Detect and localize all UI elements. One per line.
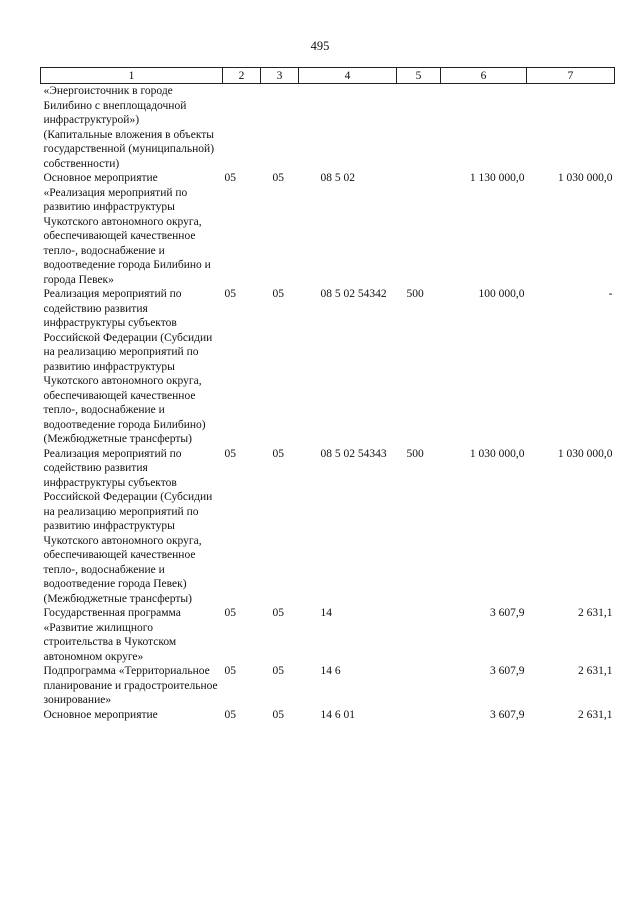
page-number: 495 bbox=[310, 39, 330, 53]
row-name: Основное мероприятие «Реализация мероприятий по развитию инфраструктуры Чукотского автономного округа, обеспечивающей качественное тепло-, водоснабжение и водоотведение города Билибино и города Певек» bbox=[43, 172, 211, 286]
row-section: 05 bbox=[224, 607, 236, 619]
column-header-5: 5 bbox=[397, 68, 441, 84]
row-subsection: 05 bbox=[272, 447, 284, 460]
row-amount-2: 2 631,1 bbox=[578, 665, 613, 677]
row-target-code: 14 6 01 bbox=[320, 708, 355, 721]
table-row bbox=[41, 128, 615, 172]
row-expense-type bbox=[397, 664, 441, 708]
budget-table bbox=[40, 67, 615, 722]
table-row bbox=[41, 664, 615, 708]
row-target-code bbox=[299, 84, 397, 128]
row-subsection: 05 bbox=[272, 607, 284, 619]
row-expense-type: 500 bbox=[406, 288, 424, 300]
table-row bbox=[41, 708, 615, 723]
row-name: «Энергоисточник в городе Билибино с внеплощадочной инфраструктурой») bbox=[43, 85, 187, 126]
column-header-4: 4 bbox=[299, 68, 397, 84]
row-amount-2 bbox=[527, 84, 615, 128]
row-amount-2: 2 631,1 bbox=[578, 708, 613, 721]
row-expense-type bbox=[397, 606, 441, 664]
row-subsection bbox=[261, 128, 299, 172]
row-name: Государственная программа «Развитие жилищного строительства в Чукотском автономном округе» bbox=[43, 607, 181, 663]
row-subsection: 05 bbox=[272, 708, 284, 721]
table-row bbox=[41, 447, 615, 607]
row-amount-1 bbox=[441, 84, 527, 128]
row-name: Реализация мероприятий по содействию развития инфраструктуры субъектов Российской Федерации (Субсидии на реализацию мероприятий по развитию инфраструктуры Чукотского автономного округа, обеспечивающей качественное тепло-, водоснабжение и водоотведение города Билибино) (Межбюджетные трансферты) bbox=[43, 288, 213, 445]
row-target-code: 14 6 bbox=[320, 665, 341, 677]
row-amount-1: 1 130 000,0 bbox=[469, 172, 525, 184]
row-amount-1: 3 607,9 bbox=[490, 665, 525, 677]
row-expense-type: 500 bbox=[406, 447, 424, 460]
row-name: Подпрограмма «Территориальное планирование и градостроительное зонирование» bbox=[43, 665, 218, 706]
column-header-2: 2 bbox=[223, 68, 261, 84]
row-subsection: 05 bbox=[272, 288, 284, 300]
row-section bbox=[223, 128, 261, 172]
row-amount-1 bbox=[441, 128, 527, 172]
row-amount-2: 1 030 000,0 bbox=[557, 447, 613, 460]
row-section bbox=[223, 84, 261, 128]
row-expense-type bbox=[397, 708, 441, 723]
row-amount-2: 2 631,1 bbox=[578, 607, 613, 619]
row-expense-type bbox=[397, 84, 441, 128]
row-name: Реализация мероприятий по содействию развития инфраструктуры субъектов Российской Федерации (Субсидии на реализацию мероприятий по развитию инфраструктуры Чукотского автономного округа, обеспечивающей качественное тепло-, водоснабжение и водоотведение города Певек) (Межбюджетные трансферты) bbox=[43, 447, 213, 605]
row-section: 05 bbox=[224, 447, 236, 460]
column-header-7: 7 bbox=[527, 68, 615, 84]
row-section: 05 bbox=[224, 288, 236, 300]
row-section: 05 bbox=[224, 665, 236, 677]
row-target-code: 08 5 02 54343 bbox=[320, 447, 387, 460]
row-name: (Капитальные вложения в объекты государственной (муниципальной) собственности) bbox=[43, 128, 215, 170]
row-section: 05 bbox=[224, 708, 236, 721]
header-row bbox=[41, 68, 615, 84]
row-target-code: 14 bbox=[320, 607, 332, 619]
table-row bbox=[41, 171, 615, 287]
row-subsection: 05 bbox=[272, 172, 284, 184]
row-amount-1: 1 030 000,0 bbox=[469, 447, 525, 460]
row-amount-1: 100 000,0 bbox=[478, 288, 525, 300]
row-target-code: 08 5 02 54342 bbox=[320, 288, 387, 300]
row-name: Основное мероприятие bbox=[43, 708, 158, 721]
row-target-code bbox=[299, 128, 397, 172]
row-subsection bbox=[261, 84, 299, 128]
column-header-6: 6 bbox=[441, 68, 527, 84]
row-expense-type bbox=[397, 128, 441, 172]
row-amount-1: 3 607,9 bbox=[490, 708, 525, 721]
table-row bbox=[41, 606, 615, 664]
row-amount-2 bbox=[527, 128, 615, 172]
column-header-3: 3 bbox=[261, 68, 299, 84]
column-header-1: 1 bbox=[41, 68, 223, 84]
row-expense-type bbox=[397, 171, 441, 287]
table-row bbox=[41, 84, 615, 128]
table-row bbox=[41, 287, 615, 447]
row-target-code: 08 5 02 bbox=[320, 172, 355, 184]
row-amount-2: 1 030 000,0 bbox=[557, 172, 613, 184]
row-subsection: 05 bbox=[272, 665, 284, 677]
row-amount-2: - bbox=[608, 288, 613, 300]
row-section: 05 bbox=[224, 172, 236, 184]
row-amount-1: 3 607,9 bbox=[490, 607, 525, 619]
